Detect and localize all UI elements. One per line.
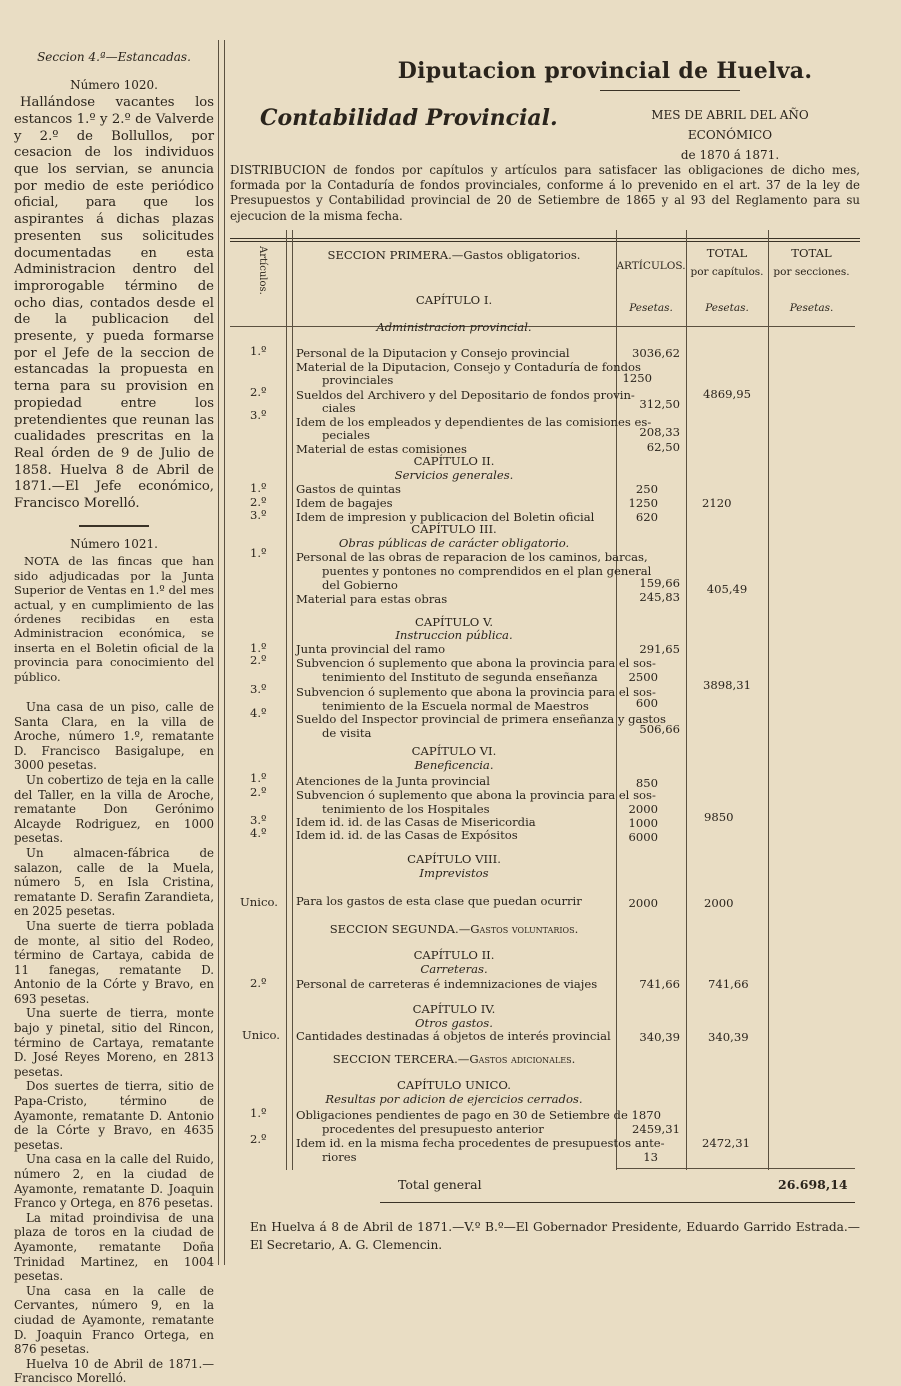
cap4-subheading: Otros gastos. [415, 1016, 493, 1030]
row-desc: Personal de las obras de reparacion de los caminos, barcas, [296, 550, 648, 564]
col-header-total-cap: TOTAL [706, 246, 748, 260]
row-value: 159,66 [639, 576, 680, 590]
notice-1021: NOTA de las fincas que han sido adjudicadas por la Junta Superior de Ventas en 1.º del mes actual, y en cumplimiento de las órdenes recibidas en esta Administracion económica, se inserta en el Boletin oficial de la provincia para conocimiento del público. [14, 554, 214, 684]
month-line-1: MES DE ABRIL DEL AÑO ECONÓMICO [651, 108, 809, 142]
row-desc: Idem id. id. de las Casas de Expósitos [296, 828, 518, 842]
listing-item: Un cobertizo de teja en la calle del Taller, en la villa de Aroche, rematante Don Gerónimo Alcayde Rodriguez, en 1000 pesetas. [14, 772, 214, 846]
cap-total: 3898,31 [703, 678, 751, 692]
row-num: 2.º [250, 385, 267, 399]
row-value: 312,50 [639, 397, 680, 411]
cap2-subheading: Servicios generales. [394, 468, 514, 482]
row-desc: Sueldo del Inspector provincial de primera enseñanza y gastos [296, 712, 666, 726]
page-title: Diputacion provincial de Huelva. [397, 58, 813, 84]
row-num: 1.º [250, 1106, 267, 1120]
row-value: 2500 [628, 670, 658, 684]
row-desc: puentes y pontones no comprendidos en el plan general [322, 564, 652, 578]
cap-total: 9850 [704, 810, 734, 824]
row-desc: del Gobierno [322, 578, 398, 592]
row-value: 2000 [628, 896, 658, 910]
row-desc: provinciales [322, 373, 394, 387]
cap-total: 2120 [702, 496, 732, 510]
pesetas-col-1: Pesetas. [629, 302, 673, 314]
row-value: 250 [635, 482, 658, 496]
section-heading: Seccion 4.ª—Estancadas. [37, 50, 191, 64]
listing-item: Una casa en la calle del Ruido, número 2, en la ciudad de Ayamonte, rematante D. Joaquin Franco y Ortega, en 876 pesetas. [14, 1152, 214, 1211]
row-desc: de visita [322, 726, 372, 740]
row-desc: Idem de bagajes [296, 496, 393, 510]
cap3-heading: CAPÍTULO III. [411, 522, 497, 536]
row-desc: Subvencion ó suplemento que abona la provincia para el sos- [296, 788, 656, 802]
cap6-heading: CAPÍTULO VI. [411, 744, 497, 758]
col-header-total-sec-sub: por secciones. [773, 266, 850, 278]
numero-1021: Número 1021. [70, 536, 158, 551]
cap2-heading: CAPÍTULO II. [413, 454, 495, 468]
row-desc: Subvencion ó suplemento que abona la provincia para el sos- [296, 685, 656, 699]
cap-total: 2000 [704, 896, 734, 910]
row-desc: Idem de impresion y publicacion del Boletin oficial [296, 510, 595, 524]
col-line [286, 230, 287, 1170]
row-num: 1.º [250, 771, 267, 785]
row-desc: ciales [322, 401, 356, 415]
total-rule [616, 1168, 855, 1169]
row-value: 600 [635, 696, 658, 710]
cap6-subheading: Beneficencia. [414, 758, 494, 772]
notice-1020: Hallándose vacantes los estancos 1.º y 2.º de Valverde y 2.º de Bollullos, por cesacion de los individuos que los servian, se anuncia por medio de este periódico oficial, para que los aspirantes á dichas plazas presenten sus solicitudes documentadas en esta Administracion dentro del improrogable término de ocho dias, contados desde el de la publicacion del presente, y pueda formarse por el Jefe de la seccion de estancadas la propuesta en terna para su provision en propiedad entre los pretendientes que reunan las cualidades prescritas en la Real órden de 9 de Julio de 1858. Huelva 8 de Abril de 1871.—El Jefe económico, Francisco Morelló. [14, 95, 214, 512]
contabilidad-heading: Contabilidad Provincial. [260, 105, 558, 131]
pesetas-col-2: Pesetas. [705, 302, 749, 314]
row-desc: Idem id. id. de las Casas de Misericordia [296, 815, 536, 829]
row-desc: Material de la Diputacion, Consejo y Contaduría de fondos [296, 360, 641, 374]
row-desc: riores [322, 1150, 357, 1164]
articulos-vertical: Artículos. [257, 246, 268, 295]
col-header-total-cap-sub: por capítulos. [690, 266, 764, 278]
row-value: 741,66 [639, 977, 680, 991]
title-rule [600, 90, 740, 91]
signature-footer: En Huelva á 8 de Abril de 1871.—V.º B.º—El Gobernador Presidente, Eduardo Garrido Estrada.—El Secretario, A. G. Clemencin. [250, 1220, 860, 1252]
cap1-subheading: Administracion provincial. [376, 320, 532, 334]
row-desc: Personal de carreteras é indemnizaciones de viajes [296, 977, 598, 991]
separator-rule [79, 525, 149, 527]
row-desc: Atenciones de la Junta provincial [296, 774, 490, 788]
column-divider-right [224, 40, 225, 1265]
row-num: 3.º [250, 682, 267, 696]
row-value: 291,65 [639, 642, 680, 656]
total-label: Total general [398, 1177, 482, 1192]
row-desc: Sueldos del Archivero y del Depositario de fondos provin- [296, 388, 635, 402]
listing-item: Una suerte de tierra, monte bajo y pinetal, sitio del Rincon, término de Cartaya, rematante D. José Reyes Moreno, en 2813 pesetas. [14, 1006, 214, 1079]
listing-item: La mitad proindivisa de una plaza de toros en la ciudad de Ayamonte, rematante Doña Trinidad Martinez, en 1004 pesetas. [14, 1210, 214, 1284]
row-desc: peciales [322, 428, 370, 442]
row-num: 1.º [250, 546, 267, 560]
row-value: 6000 [628, 830, 658, 844]
row-desc: Material para estas obras [296, 592, 448, 606]
total-value: 26.698,14 [778, 1177, 848, 1192]
row-num: 2.º [250, 785, 267, 799]
row-num: 2.º [250, 495, 267, 509]
cap-total: 741,66 [708, 977, 749, 991]
cap4-heading: CAPÍTULO IV. [412, 1002, 496, 1016]
row-desc: Para los gastos de esta clase que puedan ocurrir [296, 894, 582, 908]
row-desc: Junta provincial del ramo [296, 642, 446, 656]
row-desc: Subvencion ó suplemento que abona la provincia para el sos- [296, 656, 656, 670]
row-num: 1.º [250, 641, 267, 655]
row-desc: Material de estas comisiones [296, 442, 467, 456]
row-value: 245,83 [639, 590, 680, 604]
row-num: 2.º [250, 653, 267, 667]
distribution-intro: DISTRIBUCION de fondos por capítulos y artículos para satisfacer las obligaciones de dicho mes, formada por la Contaduría de fondos provinciales, conforme á lo prevenido en el art. 37 de la ley de Presupuestos y Contabilidad provincial de 20 de Setiembre de 1865 y al 93 del Reglamento para su ejecucion de la misma fecha. [230, 163, 860, 223]
row-num: Unico. [242, 1028, 280, 1042]
row-desc: tenimiento de los Hospitales [322, 802, 490, 816]
row-value: 208,33 [639, 425, 680, 439]
budget-table [230, 230, 855, 1210]
seccion-segunda: SECCION SEGUNDA.—Gastos voluntarios. [329, 922, 579, 936]
row-desc: tenimiento del Instituto de segunda enseñanza [322, 670, 598, 684]
col-line [686, 230, 687, 1170]
capu-subheading: Resultas por adicion de ejercicios cerrados. [325, 1092, 583, 1106]
row-desc: tenimiento de la Escuela normal de Maestros [322, 699, 589, 713]
listing-item: Un almacen-fábrica de salazon, calle de la Muela, número 5, en Isla Cristina, rematante D. Serafin Zarandieta, en 2025 pesetas. [14, 845, 214, 919]
cap3-subheading: Obras públicas de carácter obligatorio. [338, 536, 570, 550]
column-divider-left [218, 40, 219, 1265]
row-value: 2459,31 [632, 1122, 680, 1136]
capu-heading: CAPÍTULO UNICO. [397, 1078, 511, 1092]
col-header-articulos: ARTÍCULOS. [616, 260, 686, 272]
row-num: 3.º [250, 813, 267, 827]
month-label [615, 105, 845, 165]
row-desc: Obligaciones pendientes de pago en 30 de Setiembre de 1870 [296, 1108, 661, 1122]
bottom-rule [380, 1202, 855, 1203]
row-num: Unico. [240, 895, 278, 909]
row-num: 4.º [250, 706, 267, 720]
seccion-primera: SECCION PRIMERA.—Gastos obligatorios. [327, 248, 581, 262]
row-value: 340,39 [639, 1030, 680, 1044]
row-desc: Personal de la Diputacion y Consejo provincial [296, 346, 570, 360]
row-desc: Idem id. en la misma fecha procedentes de presupuestos ante- [296, 1136, 665, 1150]
property-listings [14, 700, 214, 1386]
subtitle-row [230, 105, 860, 162]
cap5-heading: CAPÍTULO V. [414, 615, 494, 629]
signoff: Huelva 10 de Abril de 1871.—Francisco Morelló. [14, 1356, 214, 1386]
row-desc: Cantidades destinadas á objetos de interés provincial [296, 1029, 611, 1043]
seccion-tercera: SECCION TERCERA.—Gastos adicionales. [332, 1052, 576, 1066]
listing-item: Dos suertes de tierra, sitio de Papa-Cristo, término de Ayamonte, rematante D. Antonio de la Córte y Bravo, en 4635 pesetas. [14, 1079, 214, 1152]
left-column [14, 50, 214, 1386]
row-value: 850 [635, 776, 658, 790]
cap8-subheading: Imprevistos [419, 866, 489, 880]
cap-total: 2472,31 [702, 1136, 750, 1150]
row-num: 1.º [250, 344, 267, 358]
cap1-heading: CAPÍTULO I. [415, 293, 493, 307]
row-desc: Gastos de quintas [296, 482, 401, 496]
row-num: 4.º [250, 826, 267, 840]
cap2b-subheading: Carreteras. [420, 962, 488, 976]
pesetas-col-3: Pesetas. [789, 302, 834, 314]
cap8-heading: CAPÍTULO VIII. [407, 852, 501, 866]
numero-1020: Número 1020. [70, 77, 158, 92]
row-num: 1.º [250, 481, 267, 495]
row-value: 1000 [628, 816, 658, 830]
row-desc: procedentes del presupuesto anterior [322, 1122, 544, 1136]
row-value: 2000 [628, 802, 658, 816]
right-column [230, 50, 860, 242]
row-value: 1250 [622, 371, 652, 385]
cap5-subheading: Instruccion pública. [395, 628, 513, 642]
row-value: 62,50 [646, 440, 680, 454]
row-num: 3.º [250, 508, 267, 522]
row-value: 506,66 [639, 722, 680, 736]
row-num: 3.º [250, 408, 267, 422]
row-value: 13 [643, 1150, 658, 1164]
listing-item: Una suerte de tierra poblada de monte, al sitio del Rodeo, término de Cartaya, cabida de 11 fanegas, rematante D. Antonio de la Córte y Bravo, en 693 pesetas. [14, 918, 214, 1006]
row-value: 3036,62 [632, 346, 680, 360]
row-num: 2.º [250, 1132, 267, 1146]
month-line-2: de 1870 á 1871. [680, 148, 780, 162]
cap-total: 4869,95 [703, 387, 751, 401]
row-value: 1250 [628, 496, 658, 510]
col-line [768, 230, 769, 1170]
col-header-total-sec: TOTAL [791, 246, 832, 260]
row-desc: Idem de los empleados y dependientes de las comisiones es- [296, 415, 652, 429]
cap2b-heading: CAPÍTULO II. [413, 948, 495, 962]
listing-item: Una casa de un piso, calle de Santa Clara, en la villa de Aroche, número 1.º, rematante D. Francisco Basigalupe, en 3000 pesetas. [14, 700, 214, 773]
row-num: 2.º [250, 976, 267, 990]
listing-item: Una casa en la calle de Cervantes, número 9, en la ciudad de Ayamonte, rematante D. Joaquin Franco Ortega, en 876 pesetas. [14, 1283, 214, 1357]
cap-total: 405,49 [706, 582, 748, 596]
row-value: 620 [635, 510, 658, 524]
cap-total: 340,39 [708, 1030, 749, 1044]
